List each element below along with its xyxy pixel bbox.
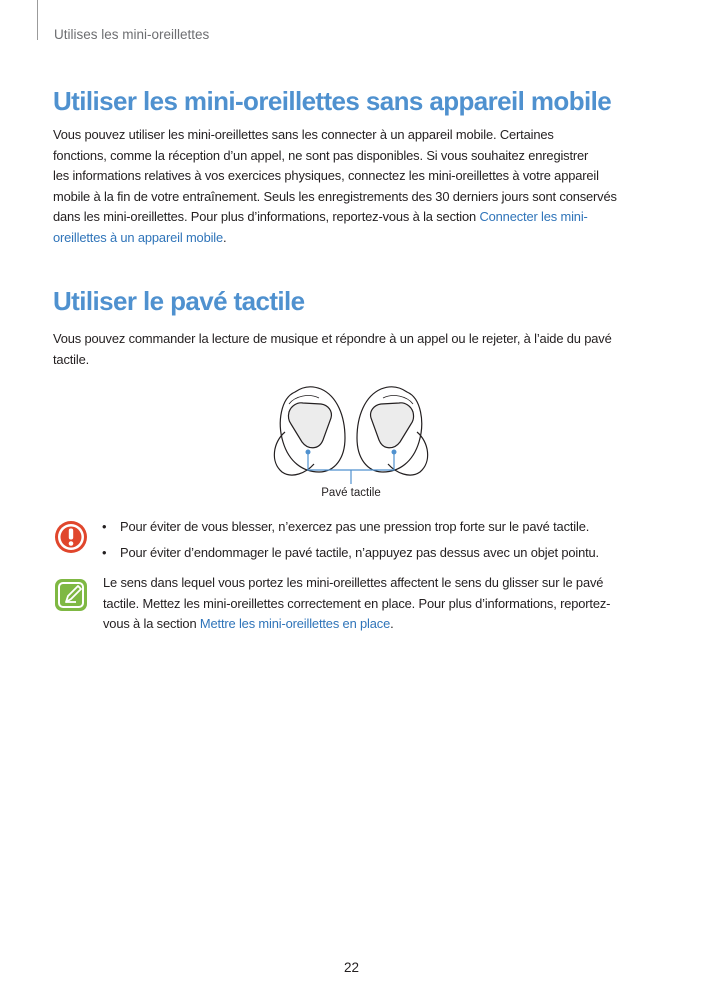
caution-item [100, 517, 599, 543]
section-title-touchpad: Utiliser le pavé tactile [53, 286, 305, 316]
right-touchpad [371, 403, 414, 448]
page-number: 22 [343, 960, 360, 975]
earbuds-figure [265, 380, 437, 502]
earbuds-illustration [265, 380, 437, 490]
section-title-without-mobile: Utiliser les mini-oreillettes sans appareil mobile [53, 86, 612, 116]
bullet: • [102, 545, 107, 560]
paragraph-line: Vous pouvez utiliser les mini-oreillettes sans les connecter à un appareil mobile. Certaines [53, 127, 554, 142]
paragraph-text: dans les mini-oreillettes. Pour plus d’informations, reportez-vous à la section [53, 209, 480, 224]
bullet: • [102, 519, 107, 534]
section2-paragraph [53, 329, 653, 370]
exclamation-circle-icon [54, 520, 88, 554]
touchpad-callout [308, 452, 394, 484]
right-touchpad-marker [392, 450, 397, 455]
note-text: . [390, 616, 394, 631]
note-line: Le sens dans lequel vous portez les mini-oreillettes affectent le sens du glisser sur le pavé [103, 575, 604, 590]
caution-item [100, 543, 599, 569]
caution-list [100, 517, 599, 569]
caution-text: Pour éviter de vous blesser, n’exercez pas une pression trop forte sur le pavé tactile. [120, 519, 590, 534]
note-paragraph [103, 573, 663, 635]
paragraph-line: mobile à la fin de votre entraînement. Seuls les enregistrements des 30 derniers jours sont conservés [53, 188, 617, 204]
link-connect-mobile[interactable]: Connecter les mini- [479, 209, 588, 224]
paragraph-text: . [223, 229, 227, 245]
header-rule [37, 0, 38, 40]
note-text: vous à la section [103, 616, 200, 631]
paragraph-line [53, 228, 653, 249]
link-fit-earbuds[interactable]: Mettre les mini-oreillettes en place [199, 616, 391, 631]
left-touchpad-marker [306, 450, 311, 455]
section1-paragraph [53, 125, 653, 248]
paragraph-line: Vous pouvez commander la lecture de musique et répondre à un appel ou le rejeter, à l’aide du pavé [53, 331, 612, 346]
left-touchpad [288, 403, 331, 448]
link-connect-mobile-cont[interactable]: oreillettes à un appareil mobile [53, 229, 224, 245]
note-line [103, 614, 663, 635]
running-head: Utilises les mini-oreillettes [54, 27, 210, 42]
figure-label-touchpad: Pavé tactile [321, 487, 381, 499]
caution-text: Pour éviter d’endommager le pavé tactile, n’appuyez pas dessus avec un objet pointu. [120, 545, 599, 560]
paragraph-line: les informations relatives à vos exercices physiques, connectez les mini-oreillettes à votre appareil [53, 168, 599, 183]
paragraph-line: fonctions, comme la réception d’un appel, ne sont pas disponibles. Si vous souhaitez enregistrer [53, 147, 589, 163]
paragraph-line [53, 207, 653, 228]
paragraph-line: tactile. [53, 351, 90, 367]
pencil-note-icon [54, 578, 88, 612]
note-line: tactile. Mettez les mini-oreillettes correctement en place. Pour plus d’informations, reportez- [103, 595, 611, 611]
